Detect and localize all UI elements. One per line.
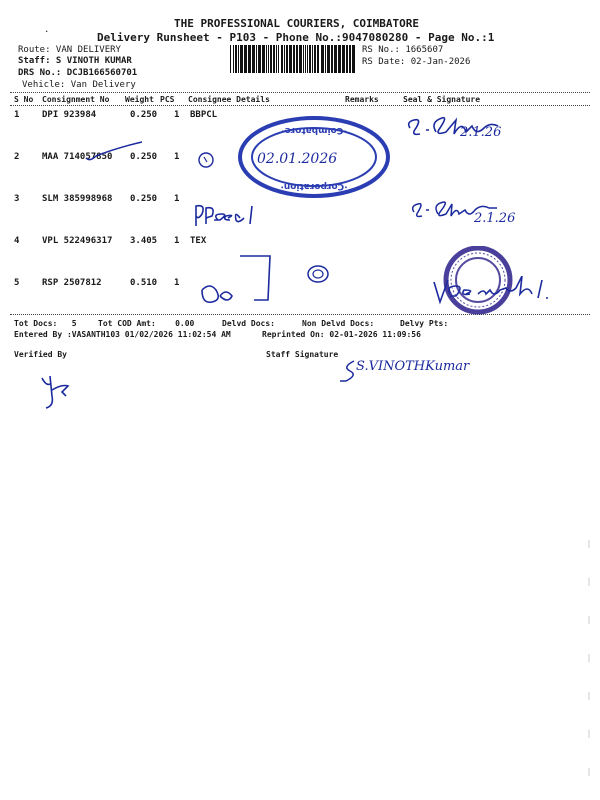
- row-consignee: TEX: [190, 236, 207, 246]
- row-sno: 1: [14, 110, 20, 120]
- row3-consignee-handwriting: [192, 200, 272, 230]
- row-weight: 0.250: [130, 110, 158, 120]
- rs-date: RS Date: 02-Jan-2026: [362, 57, 471, 67]
- entered-by: Entered By :VASANTH103 01/02/2026 11:02:54 AM: [14, 330, 231, 339]
- staff-signature-label: Staff Signature: [266, 350, 339, 359]
- row-weight: 0.250: [130, 152, 158, 162]
- col-pcs: PCS: [160, 95, 175, 104]
- row1-signature-date: 2.1.26: [460, 125, 502, 140]
- verified-by-label: Verified By: [14, 350, 67, 359]
- barcode: [230, 45, 358, 73]
- reprinted-on: Reprinted On: 02-01-2026 11:09:56: [262, 330, 421, 339]
- row-pcs: 1: [174, 278, 180, 288]
- delvd-docs: Delvd Docs:: [222, 319, 275, 328]
- col-consignee: Consignee Details: [188, 95, 270, 104]
- delvy-pts: Delvy Pts:: [400, 319, 449, 328]
- row-consignment: MAA 714057850: [42, 152, 113, 162]
- row-sno: 3: [14, 194, 20, 204]
- tot-docs: Tot Docs: 5: [14, 319, 77, 328]
- non-delvd-docs: Non Delvd Docs:: [302, 319, 375, 328]
- col-consignment: Consignment No: [42, 95, 110, 104]
- svg-text:·Coimbatore·: ·Coimbatore·: [281, 125, 347, 135]
- row-weight: 0.250: [130, 194, 158, 204]
- row-sno: 2: [14, 152, 20, 162]
- scan-edge-mark: [586, 540, 592, 800]
- row-consignment: DPI 923984: [42, 110, 97, 120]
- row3-signature-date: 2.1.26: [474, 211, 516, 226]
- tot-cod: Tot COD Amt: 0.00: [98, 319, 195, 328]
- stamp-date-ink: 02.01.2026: [257, 151, 338, 167]
- row-pcs: 1: [174, 152, 180, 162]
- rs-number: RS No.: 1665607: [362, 45, 444, 55]
- col-seal: Seal & Signature: [403, 95, 481, 104]
- row-consignment: SLM 385998968: [42, 194, 113, 204]
- runsheet-subtitle: Delivery Runsheet - P103 - Phone No.:9047080280 - Page No.:1: [97, 31, 495, 44]
- row5-consignee-handwriting: [196, 252, 336, 308]
- check-mark: [84, 140, 144, 165]
- row-sno: 4: [14, 236, 20, 246]
- row-consignment: VPL 522496317: [42, 236, 113, 246]
- row-pcs: 1: [174, 194, 180, 204]
- route-label: Route: VAN DELIVERY: [18, 45, 121, 55]
- header-rule-top: [10, 92, 590, 93]
- circle-mark: [196, 150, 216, 170]
- col-weight: Weight: [125, 95, 154, 104]
- row-weight: 3.405: [130, 236, 158, 246]
- svg-text:·Corporation·: ·Corporation·: [280, 181, 348, 191]
- col-sno: S No: [14, 95, 34, 104]
- company-title: THE PROFESSIONAL COURIERS, COIMBATORE: [174, 17, 420, 30]
- row-pcs: 1: [174, 236, 180, 246]
- row-weight: 0.510: [130, 278, 158, 288]
- col-remarks: Remarks: [345, 95, 379, 104]
- row-consignment: RSP 2507812: [42, 278, 102, 288]
- staff-label: Staff: S VINOTH KUMAR: [18, 56, 132, 66]
- stray-mark: .: [44, 25, 50, 35]
- row-consignee: BBPCL: [190, 110, 218, 120]
- drs-label: DRS No.: DCJB166560701: [18, 68, 138, 78]
- vehicle-label: Vehicle: Van Delivery: [22, 80, 136, 90]
- row-sno: 5: [14, 278, 20, 288]
- header-rule-bottom: [10, 105, 590, 106]
- row5-signature: [430, 276, 560, 310]
- staff-signature-text: S.VINOTHKumar: [356, 359, 470, 374]
- verified-by-signature: [38, 372, 78, 412]
- row-pcs: 1: [174, 110, 180, 120]
